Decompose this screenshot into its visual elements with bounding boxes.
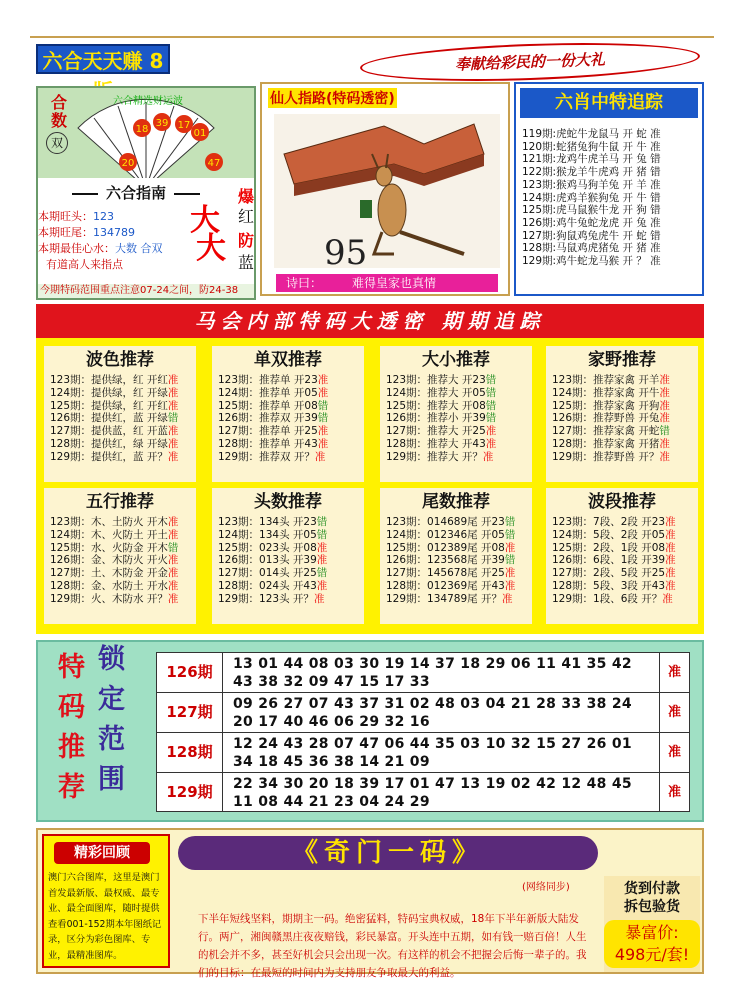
wang-wei-line: 本期旺尾：134789 [38,226,135,239]
recommend-card [212,346,364,482]
six-zodiac-title: 六肖中特追踪 [520,88,698,118]
lock-numbers: 12 24 43 28 07 47 06 44 35 03 10 32 15 27 26 01 34 18 45 36 38 14 21 09 [233,736,632,770]
card-row: 128期：推荐家禽 开猪准 [552,437,670,450]
fan-box [38,88,254,178]
lock-char-left: 推 [58,732,85,763]
guide-title: 六合指南 [38,182,234,203]
lock-row [157,693,689,733]
lock-mark: 准 [659,733,689,772]
lock-char-right: 锁 [98,644,125,675]
card-row: 124期：推荐大 开05错 [386,386,497,399]
pic-number: 95 [324,233,368,268]
card-row: 127期：014头 开25错 [218,567,328,580]
zodiac-row: 121期:龙鸡牛虎羊马 开 兔 错 [522,153,661,166]
card-row: 128期：推荐大 开43准 [386,437,497,450]
card-title: 大小推荐 [422,350,490,370]
card-row: 124期：134头 开05错 [218,528,328,541]
card-row: 123期：木、土防火 开木准 [50,516,179,528]
zodiac-row: 127期:狗鼠鸡兔虎牛 开 蛇 错 [522,229,661,242]
masthead: 六合天天赚 8 [36,44,170,74]
zodiac-row: 120期:蛇猪兔狗牛鼠 开 牛 准 [522,140,661,153]
fan-ball-number: 47 [207,158,221,169]
slogan: 奉献给彩民的一份大礼 [359,38,700,86]
card-row: 126期：推荐双 开39错 [218,412,329,425]
card-row: 128期：推荐单 开43准 [218,437,329,450]
zodiac-row: 123期:猴鸡马狗羊兔 开 羊 准 [522,178,661,191]
cod-line-2: 拆包验货 [624,899,680,915]
card-row: 129期：火、木防水 开？准 [50,592,179,605]
zodiac-row: 124期:虎鸡羊猴狗兔 开 牛 错 [522,191,661,204]
lock-period: 128期 [157,733,223,772]
card-row: 129期：推荐野兽 开？准 [552,450,670,463]
fan-ball-number: 20 [121,158,135,169]
side-word-3: 防 [237,231,254,250]
range-strip: 今期特码范围重点注意07-24之间，防24-38 [38,284,254,298]
network-sync: (网络同步) [522,882,570,893]
card-title: 单双推荐 [254,350,322,370]
recommend-card [380,346,532,482]
poem-bar: 诗曰： 难得皇家也真情 [276,274,498,292]
fan-ball-number: 18 [135,124,149,135]
card-row: 123期：014689尾 开23错 [386,516,516,528]
banner: 马会内部特码大透密 期期追踪 [36,304,704,338]
card-row: 126期：6段、1段 开39准 [552,554,676,567]
card-title: 波色推荐 [86,350,154,370]
card-title: 家野推荐 [588,350,656,370]
card-row: 126期：123568尾 开39错 [386,554,516,567]
card-row: 126期：金、木防火 开火准 [50,554,179,567]
lock-section [36,640,704,822]
side-word-1: 爆 [237,187,254,206]
lock-table [156,652,690,812]
fan-caption: 六合精选财运波 [113,96,183,107]
card-row: 129期：提供红，蓝 开？准 [50,450,179,463]
card-row: 124期：推荐家禽 开牛准 [552,386,670,399]
card-row: 124期：木、火防土 开土准 [50,528,179,541]
card-row: 126期：013头 开39准 [218,554,328,567]
recommend-card [44,488,196,624]
card-row: 124期：5段、2段 开05准 [552,528,676,541]
qimen-title: 《奇门一码》 [178,836,598,870]
lock-row [157,733,689,773]
card-row: 127期：提供蓝，红 开蓝准 [50,425,179,438]
card-row: 129期：推荐双 开？准 [218,450,326,463]
lock-period: 129期 [157,773,223,812]
zodiac-row: 119期:虎蛇牛龙鼠马 开 蛇 准 [522,128,661,140]
card-row: 125期：推荐大 开08错 [386,399,497,412]
card-row: 125期：推荐家禽 开狗准 [552,399,670,412]
zodiac-row: 122期:猴龙羊牛虎鸡 开 猪 错 [522,166,661,179]
review-title: 精彩回顾 [54,842,150,864]
zodiac-row: 128期:马鼠鸡虎猪兔 开 猪 准 [522,242,661,255]
lock-char-left: 码 [58,692,85,723]
big-char-2: 大 [196,231,226,266]
card-row: 127期：推荐家禽 开蛇错 [552,425,670,438]
big-char-1: 大 [190,203,220,238]
lock-char-right: 定 [98,684,125,715]
card-row: 123期：推荐家禽 开羊准 [552,374,670,386]
zodiac-row: 129期:鸡牛蛇龙马猴 开 ？ 准 [522,255,661,268]
card-row: 127期：推荐大 开25准 [386,425,497,438]
card-row: 128期：012369尾 开43准 [386,579,516,592]
heshu-value: 双 [46,132,68,154]
card-row: 128期：5段、3段 开43准 [552,579,676,592]
card-title: 波段推荐 [588,492,656,512]
card-row: 125期：提供绿，红 开红准 [50,399,179,412]
promo-text: 下半年短线坚料，期期主一码。绝密猛料，特码宝典权威，18年下半年新版大陆发行。两广，湘闽赣黑庄夜夜赔钱，彩民暴富。开头连中五期，如有钱一赔百倍！人生的机会并不多，甚至好机会只会出现一次。有这样的机会不把握会后悔一辈子的。我们的目标：在最短的时间内为支持朋友争取最大的利益。 [198,913,587,979]
review-box [42,834,170,968]
lock-mark: 准 [659,653,689,692]
card-row: 128期：024头 开43准 [218,579,328,592]
card-row: 127期：145678尾 开25准 [386,567,516,580]
card-row: 127期：2段、5段 开25准 [552,567,676,580]
card-row: 129期：推荐大 开？准 [386,450,494,463]
immortal-panel [260,82,510,296]
lock-numbers: 09 26 27 07 43 37 31 02 48 03 04 21 28 33 38 24 20 17 40 46 06 29 32 16 [233,696,632,730]
card-row: 129期：134789尾 开？准 [386,592,513,605]
card-row: 126期：推荐野兽 开兔准 [552,412,670,425]
price-label: 暴富价: [625,923,679,942]
lock-period: 126期 [157,653,223,692]
card-row: 123期：推荐单 开23准 [218,374,329,386]
lock-row [157,773,689,813]
kangaroo-illustration [274,114,500,268]
lock-char-right: 范 [98,724,125,755]
card-row: 128期：提供红，绿 开绿准 [50,437,179,450]
card-title: 五行推荐 [86,492,154,512]
bottom-section [36,828,704,979]
card-row: 129期：1段、6段 开？准 [552,592,673,605]
card-row: 126期：推荐小 开39错 [386,412,497,425]
recommend-card [546,488,698,624]
side-word-2: 红 [237,207,254,226]
zui-jia-line: 本期最佳心水：大数 合双 [38,242,163,255]
recommend-card [546,346,698,482]
recommend-card [380,488,532,624]
card-row: 124期：提供绿，红 开绿准 [50,386,179,399]
fan-ball-number: 01 [193,128,207,139]
card-row: 125期：推荐单 开08错 [218,399,329,412]
six-zodiac-panel [514,82,704,296]
lock-numbers: 22 34 30 20 18 39 17 01 47 13 19 02 42 12 48 45 11 08 44 21 23 04 24 29 [233,776,632,810]
lock-char-right: 围 [98,764,125,795]
card-row: 125期：012389尾 开08准 [386,541,516,554]
fan-ball-number: 17 [177,120,191,131]
immortal-title: 仙人指路(特码透密) [268,88,397,108]
recommend-card [44,346,196,482]
review-text: 澳门六合图库，这里是澳门首发最新版、最权威、最专业、最全面图库，随时提供查看001-152期本年图纸记录，区分为彩色图库、专业，最精准图库。 [48,872,162,961]
price-box [604,920,700,968]
card-row: 127期：推荐单 开25准 [218,425,329,438]
lock-period: 127期 [157,693,223,732]
guide-panel [36,86,256,300]
zodiac-row: 125期:虎马鼠猴牛龙 开 狗 错 [522,204,661,217]
card-row: 123期：提供绿，红 开红准 [50,374,179,386]
lock-row [157,653,689,693]
lock-mark: 准 [659,773,689,812]
lock-numbers: 13 01 44 08 03 30 19 14 37 18 29 06 11 41 35 42 43 38 32 09 47 15 17 33 [233,656,632,690]
fan-illustration [38,88,254,178]
card-row: 128期：金、水防土 开水准 [50,579,179,592]
lock-char-left: 特 [58,652,85,683]
price-value: 498元/套! [614,945,690,964]
card-row: 125期：水、火防金 开木错 [50,541,179,554]
card-row: 123期：7段、2段 开23准 [552,516,676,528]
cod-line-1: 货到付款 [624,881,680,897]
side-word-4: 蓝 [237,253,254,272]
zodiac-row: 126期:鸡牛兔蛇龙虎 开 兔 准 [522,216,661,229]
wang-tou-line: 本期旺头：123 [38,210,114,223]
lock-char-left: 荐 [58,772,85,803]
six-zodiac-list [522,128,702,268]
card-row: 129期：123头 开？准 [218,592,325,605]
card-row: 125期：2段、1段 开08准 [552,541,676,554]
top-rule [30,36,714,38]
heshu-label: 合数 [50,93,67,130]
card-row: 127期：土、木防金 开金准 [50,567,179,580]
card-title: 尾数推荐 [422,492,490,512]
fan-ball-number: 39 [155,118,169,129]
card-title: 头数推荐 [254,492,322,512]
expert-line: 有道高人来指点 [46,258,123,271]
lock-mark: 准 [659,693,689,732]
card-row: 124期：推荐单 开05准 [218,386,329,399]
card-row: 126期：提供红，蓝 开绿错 [50,412,179,425]
card-row: 125期：023头 开08准 [218,541,328,554]
card-row: 124期：012346尾 开05错 [386,528,516,541]
card-row: 123期：推荐大 开23错 [386,374,497,386]
recommend-card [212,488,364,624]
cod-box [604,876,700,972]
card-row: 123期：134头 开23错 [218,516,328,528]
recommend-grid [36,338,704,634]
